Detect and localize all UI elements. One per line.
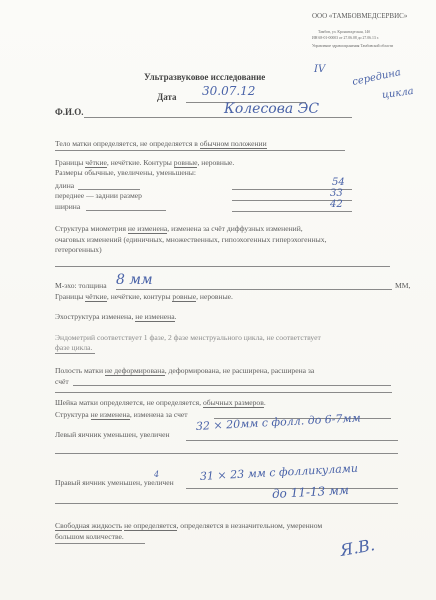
free-fluid-rule	[55, 543, 145, 544]
m-echo-borders-line	[55, 292, 233, 301]
doctor-signature: Я.В.	[338, 535, 377, 560]
cavity-line-2-rule	[73, 385, 391, 386]
right-ovary-mark: 4	[154, 470, 160, 479]
corner-note-middle: середина	[351, 67, 402, 88]
left-ovary-label: Левый яичник уменьшен, увеличен	[55, 430, 170, 439]
cavity-not-deformed: не деформирована	[104, 366, 165, 375]
contours-even: ровные	[173, 158, 198, 167]
cavity-line-2: счёт	[55, 377, 69, 386]
right-ovary-line-2	[55, 503, 398, 504]
cervix-line	[55, 398, 266, 407]
width-value-line	[232, 211, 352, 212]
left-ovary-value: 32 × 20мм с фолл. до 6-7мм	[195, 411, 362, 433]
m-echo-unit: ММ,	[395, 281, 411, 290]
borders-contours: , нечёткие. Контуры	[106, 158, 172, 167]
borders-clear: чёткие	[85, 158, 107, 167]
org-issuer: Управление здравоохранения Тамбовской области	[312, 44, 394, 48]
rule-2	[55, 266, 390, 267]
cervix-structure-label: Структура	[55, 410, 89, 419]
org-name: ООО «ТАМБОВМЕДСЕРВИС»	[312, 12, 408, 20]
free-fluid-line-2: большом количестве.	[55, 532, 124, 541]
uterus-body-line	[55, 139, 267, 148]
myometrium-line	[55, 224, 303, 233]
free-fluid-options: , определяется в незначительном, умеренном	[176, 521, 323, 530]
rule-3	[55, 353, 95, 354]
right-ovary-value: 31 × 23 мм с фолликулами	[199, 461, 359, 483]
cervix-period: .	[263, 398, 266, 407]
myometrium-line-3: гетерогенных)	[55, 245, 102, 254]
echostructure-label: Эхоструктура изменена,	[55, 312, 134, 321]
m-echo-value: 8 мм	[116, 272, 153, 288]
width-line	[86, 210, 166, 211]
free-fluid-label: Свободная жидкость	[55, 521, 123, 530]
width-value: 42	[330, 199, 343, 210]
myometrium-diffuse: , изменена за счёт диффузных изменений,	[167, 224, 303, 233]
myometrium-line-2: очаговых изменений (единичных, множественных, гипоэхогенных гиперэхогенных,	[55, 235, 327, 244]
uterus-borders-line	[55, 158, 234, 167]
echostructure-unchanged: не изменена	[135, 312, 175, 321]
borders-label: Границы	[55, 158, 84, 167]
cavity-label: Полость матки	[55, 366, 104, 375]
uterus-body-position: обычном положении	[199, 139, 267, 148]
fio-label: Ф.И.О.	[55, 107, 84, 117]
m-echo-label: М-эхо: толщина	[55, 281, 107, 290]
fio-value: Колесова ЭС	[224, 101, 320, 117]
endometrium-line: Эндометрий соответствует 1 фазе, 2 фазе менструального цикла, не соответствует	[55, 333, 321, 342]
cervix-structure-changed: , изменена за счет	[129, 410, 188, 419]
cavity-line	[55, 366, 314, 375]
free-fluid-not-detected: не определяется	[124, 521, 177, 530]
myometrium-label: Структура миометрия	[55, 224, 127, 233]
m-echo-borders-label: Границы	[55, 292, 84, 301]
date-label: Дата	[157, 92, 177, 102]
left-ovary-line	[186, 440, 398, 441]
echostructure-line	[55, 312, 177, 321]
cervix-normal-size: обычных размеров	[202, 398, 264, 407]
form-title: Ультразвуковое исследование	[144, 72, 266, 82]
myometrium-unchanged: не изменена	[127, 224, 168, 233]
rule-4	[55, 392, 392, 393]
left-ovary-line-2	[55, 453, 398, 454]
rule-1	[55, 150, 345, 151]
org-license: ИН 68-01-00003 от 27.06.08 до 27.06.13 г.	[312, 36, 379, 40]
contours-uneven: , неровные.	[197, 158, 235, 167]
length-label: длина	[55, 181, 75, 190]
echostructure-period: .	[174, 312, 177, 321]
date-value: 30.07.12	[202, 84, 256, 98]
cervix-structure-line	[55, 410, 188, 419]
m-echo-contours: , нечёткие, контуры	[106, 292, 171, 301]
cervix-structure-unchanged: не изменена	[90, 410, 130, 419]
right-ovary-label: Правый яичник уменьшен, увеличен	[55, 478, 174, 487]
corner-note-cycle: цикла	[381, 85, 415, 102]
width-label: ширина	[55, 202, 81, 211]
cavity-options: , деформирована, не расширена, расширена за	[164, 366, 315, 375]
free-fluid-line	[55, 521, 322, 530]
org-address: Тамбов, ул. Кронштадтская, 14б	[318, 30, 371, 34]
endometrium-line-2: фазе цикла.	[55, 343, 93, 352]
ap-label: переднее — заднии размер	[55, 191, 142, 200]
m-echo-contours-uneven: , неровные.	[196, 292, 233, 301]
ap-value: 33	[330, 188, 343, 199]
cervix-label: Шейка матки определяется, не определяется,	[55, 398, 202, 407]
size-line: Размеры обычные, увеличены, уменьшены:	[55, 168, 196, 177]
corner-note-phase: IV	[314, 64, 326, 75]
right-ovary-value-2: до 11-13 мм	[271, 482, 350, 501]
m-echo-contours-even: ровные	[172, 292, 197, 301]
m-echo-borders-clear: чёткие	[85, 292, 107, 301]
m-echo-line	[116, 289, 392, 290]
length-value: 54	[332, 177, 345, 188]
fio-line	[84, 117, 352, 118]
length-line	[78, 189, 140, 190]
uterus-body-text: Тело матки определяется, не определяется в	[55, 139, 198, 148]
